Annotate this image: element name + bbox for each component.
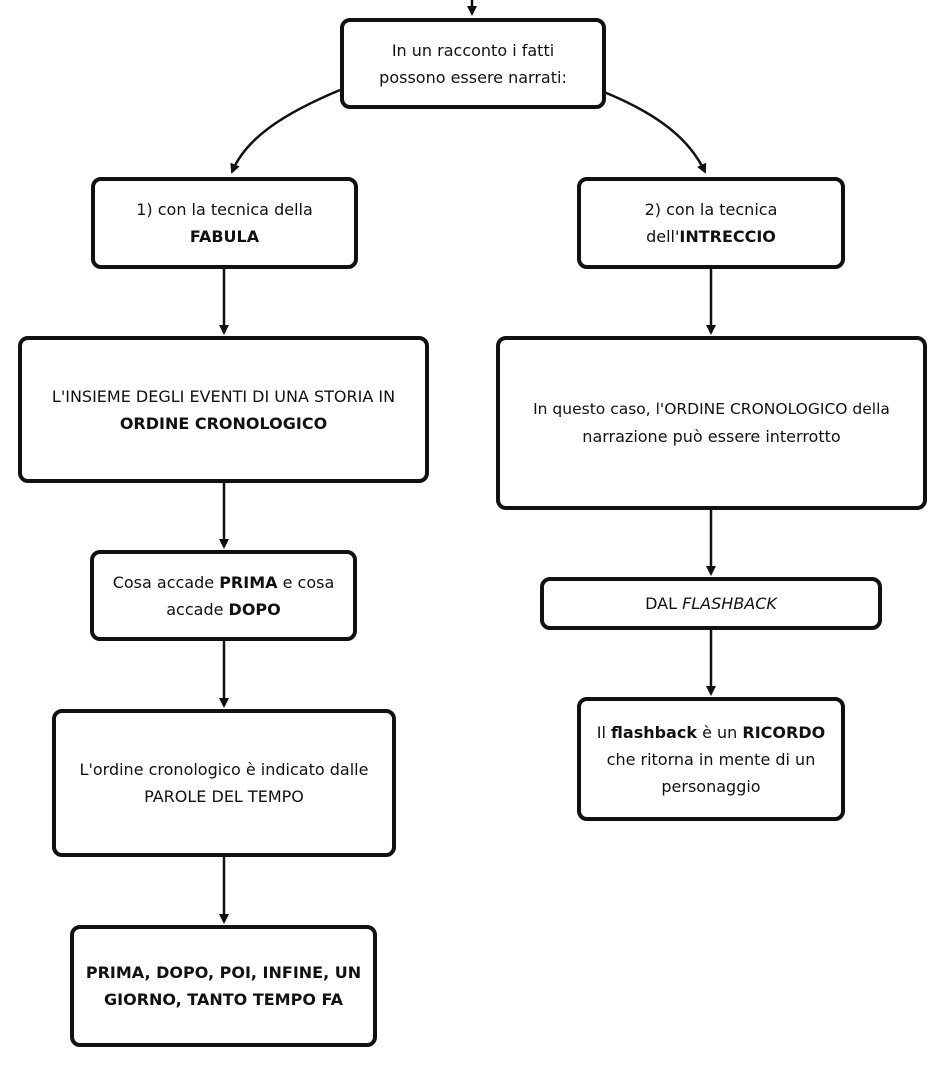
flashback-def-line-3: personaggio: [661, 776, 761, 796]
root-line-1: In un racconto i fatti: [391, 40, 555, 60]
prima-emphasis: PRIMA: [219, 572, 278, 592]
before-after-text-d: accade: [166, 599, 229, 619]
flashback-def-prefix: Il: [596, 722, 612, 742]
fabula-header-node: [91, 177, 358, 269]
root-node: [340, 18, 606, 109]
intreccio-header-line-1: 2) con la tecnica: [644, 200, 778, 219]
fabula-definition-line-1: L'INSIEME DEGLI EVENTI DI UNA STORIA IN: [51, 386, 396, 406]
time-words-node: [70, 925, 377, 1047]
flashback-node: [540, 577, 882, 630]
fabula-definition-emphasis: ORDINE CRONOLOGICO: [119, 413, 328, 433]
chronological-order-node: [52, 709, 396, 857]
time-words-line-1: PRIMA, DOPO, POI, INFINE, UN: [85, 963, 362, 982]
fabula-header-line-1: 1) con la tecnica della: [136, 200, 313, 219]
root-line-2: possono essere narrati:: [379, 67, 567, 87]
ricordo-emphasis: RICORDO: [742, 722, 826, 742]
before-after-text-a: Cosa accade: [112, 572, 220, 592]
flashback-def-line-2: che ritorna in mente di un: [606, 749, 816, 769]
intreccio-definition-node: [496, 336, 927, 510]
intreccio-header-prefix: dell': [646, 227, 680, 246]
fabula-term: FABULA: [189, 227, 260, 246]
intreccio-definition-line-2: narrazione può essere interrotto: [582, 427, 841, 446]
before-after-text-c: e cosa: [277, 572, 335, 592]
flashback-prefix: DAL: [645, 594, 683, 613]
chronological-order-line-1: L'ordine cronologico è indicato dalle: [79, 760, 369, 779]
intreccio-header-node: [577, 177, 845, 269]
connector-root-intreccio: [604, 92, 705, 172]
connector-root-fabula: [232, 90, 340, 172]
intreccio-definition-line-1: In questo caso, l'ORDINE CRONOLOGICO della: [533, 400, 890, 418]
flashback-def-middle: è un: [696, 722, 743, 742]
time-words-line-2: GIORNO, TANTO TEMPO FA: [104, 990, 343, 1009]
before-after-node: [90, 550, 357, 641]
intreccio-term: INTRECCIO: [679, 227, 776, 246]
flashback-term: flashback: [611, 722, 697, 742]
dopo-emphasis: DOPO: [228, 599, 281, 619]
chronological-order-line-2: PAROLE DEL TEMPO: [144, 787, 304, 806]
fabula-definition-node: [18, 336, 429, 483]
flashback-italic: FLASHBACK: [682, 594, 777, 613]
flashback-definition-node: [577, 697, 845, 821]
